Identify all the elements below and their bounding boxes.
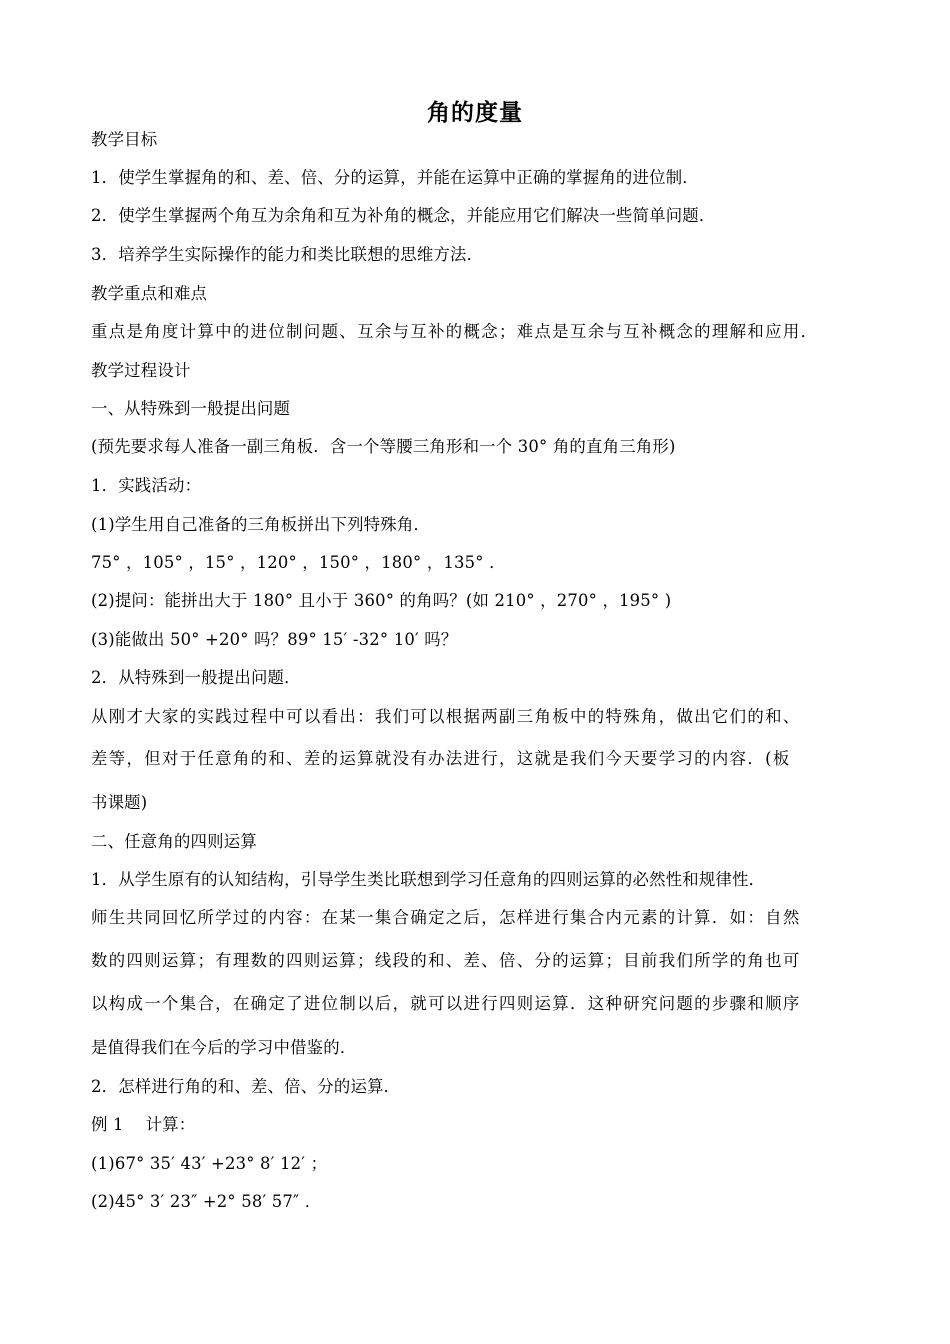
objective-item-3: 3．培养学生实际操作的能力和类比联想的思维方法． bbox=[91, 245, 484, 264]
document-title: 角的度量 bbox=[427, 100, 523, 126]
preparation-note: (预先要求每人准备一副三角板．含一个等腰三角形和一个 30° 角的直角三角形) bbox=[91, 437, 676, 456]
section-heading-process: 教学过程设计 bbox=[91, 361, 191, 380]
paragraph-line: 1．从学生原有的认知结构，引导学生类比联想到学习任意角的四则运算的必然性和规律性． bbox=[91, 870, 766, 889]
activity-heading: 1．实践活动： bbox=[91, 476, 202, 495]
paragraph-line: 以构成一个集合，在确定了进位制以后，就可以进行四则运算．这种研究问题的步骤和顺序 bbox=[91, 994, 801, 1013]
step-heading-2: 2．从特殊到一般提出问题． bbox=[91, 668, 301, 687]
paragraph-line: 是值得我们在今后的学习中借鉴的． bbox=[91, 1038, 357, 1057]
paragraph-line: 从刚才大家的实践过程中可以看出：我们可以根据两副三角板中的特殊角，做出它们的和、 bbox=[91, 707, 801, 726]
example-item-1: (1)67° 35′ 43′ +23° 8′ 12′ ； bbox=[91, 1154, 328, 1173]
paragraph-line: 差等，但对于任意角的和、差的运算就没有办法进行，这就是我们今天要学习的内容．(板 bbox=[91, 749, 791, 768]
section-heading-objectives: 教学目标 bbox=[91, 130, 158, 149]
subsection-heading-1: 一、从特殊到一般提出问题 bbox=[91, 399, 291, 418]
paragraph-line: 数的四则运算；有理数的四则运算；线段的和、差、倍、分的运算；目前我们所学的角也可 bbox=[91, 951, 801, 970]
step-heading-3: 2．怎样进行角的和、差、倍、分的运算． bbox=[91, 1077, 401, 1096]
example-heading: 例 1 计算： bbox=[91, 1115, 196, 1134]
activity-item-1: (1)学生用自己准备的三角板拼出下列特殊角． bbox=[91, 515, 431, 534]
activity-item-2: (2)提问：能拼出大于 180° 且小于 360° 的角吗？(如 210° ，270° ，195° ) bbox=[91, 591, 672, 610]
subsection-heading-2: 二、任意角的四则运算 bbox=[91, 832, 257, 851]
key-points-paragraph: 重点是角度计算中的进位制问题、互余与互补的概念；难点是互余与互补概念的理解和应用． bbox=[91, 322, 819, 341]
example-item-2: (2)45° 3′ 23″ +2° 58′ 57″ ． bbox=[91, 1192, 322, 1211]
activity-item-3: (3)能做出 50° +20° 吗？89° 15′ -32° 10′ 吗？ bbox=[91, 630, 458, 649]
section-heading-key-points: 教学重点和难点 bbox=[91, 284, 208, 303]
paragraph-line: 书课题) bbox=[91, 793, 148, 812]
objective-item-1: 1．使学生掌握角的和、差、倍、分的运算，并能在运算中正确的掌握角的进位制． bbox=[91, 168, 699, 187]
paragraph-line: 师生共同回忆所学过的内容：在某一集合确定之后，怎样进行集合内元素的计算．如：自然 bbox=[91, 908, 801, 927]
angle-list: 75° ，105° ，15° ，120° ，150° ，180° ，135° ． bbox=[91, 553, 506, 572]
objective-item-2: 2．使学生掌握两个角互为余角和互为补角的概念，并能应用它们解决一些简单问题． bbox=[91, 206, 716, 225]
